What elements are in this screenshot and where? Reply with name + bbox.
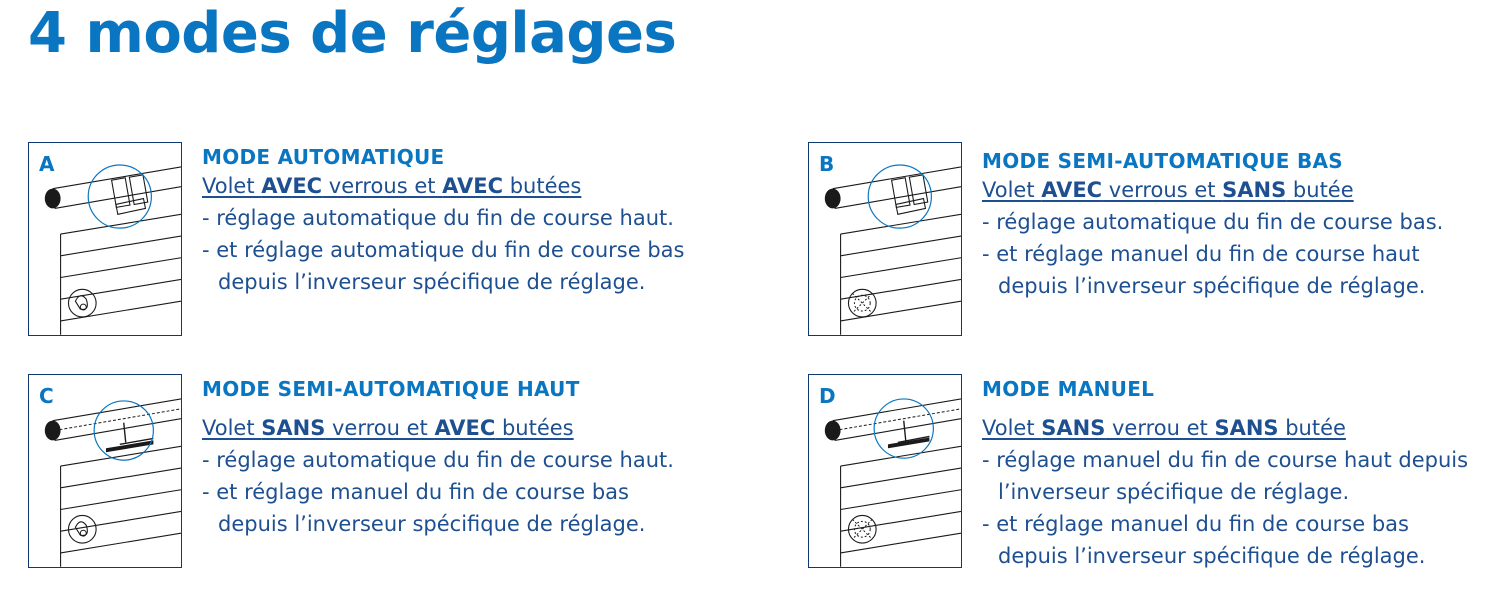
mode-b-illustration xyxy=(808,142,962,336)
mode-b-letter: B xyxy=(819,152,835,176)
mode-a-description xyxy=(202,202,742,298)
mode-c-heading: MODE SEMI-AUTOMATIQUE HAUT xyxy=(202,377,580,401)
mode-b-block xyxy=(808,142,1509,342)
mode-d-heading: MODE MANUEL xyxy=(982,377,1155,401)
mode-d-letter: D xyxy=(819,384,836,408)
mode-c-description xyxy=(202,444,742,540)
mode-c-line: - réglage automatique du fin de course haut. xyxy=(202,448,674,472)
mode-b-line: - réglage automatique du fin de course bas. xyxy=(982,210,1444,234)
mode-c-letter: C xyxy=(39,384,54,408)
mode-d-block xyxy=(808,374,1509,574)
mode-a-line: - et réglage automatique du fin de course bas depuis l’inverseur spécifique de réglage. xyxy=(202,238,685,294)
mode-d-line: - réglage manuel du fin de course haut depuis l’inverseur spécifique de réglage. xyxy=(982,448,1469,504)
mode-c-line: - et réglage manuel du fin de course bas depuis l’inverseur spécifique de réglage. xyxy=(202,480,646,536)
mode-a-heading: MODE AUTOMATIQUE xyxy=(202,145,445,169)
mode-b-description xyxy=(982,206,1509,302)
page-title: 4 modes de réglages xyxy=(28,1,677,66)
mode-b-line: - et réglage manuel du fin de course haut depuis l’inverseur spécifique de réglage. xyxy=(982,242,1426,298)
mode-a-block xyxy=(28,142,748,342)
mode-a-illustration xyxy=(28,142,182,336)
mode-b-heading: MODE SEMI-AUTOMATIQUE BAS xyxy=(982,149,1343,173)
mode-b-subtitle: Volet AVEC verrous et SANS butée xyxy=(982,178,1354,202)
mode-a-line: - réglage automatique du fin de course haut. xyxy=(202,206,674,230)
mode-d-subtitle: Volet SANS verrou et SANS butée xyxy=(982,416,1346,440)
mode-a-subtitle: Volet AVEC verrous et AVEC butées xyxy=(202,174,582,198)
mode-c-illustration xyxy=(28,374,182,568)
mode-a-letter: A xyxy=(39,152,55,176)
mode-d-illustration xyxy=(808,374,962,568)
mode-d-description xyxy=(982,444,1509,572)
mode-c-block xyxy=(28,374,748,574)
mode-c-subtitle: Volet SANS verrou et AVEC butées xyxy=(202,416,574,440)
mode-d-line: - et réglage manuel du fin de course bas depuis l’inverseur spécifique de réglage. xyxy=(982,512,1426,568)
